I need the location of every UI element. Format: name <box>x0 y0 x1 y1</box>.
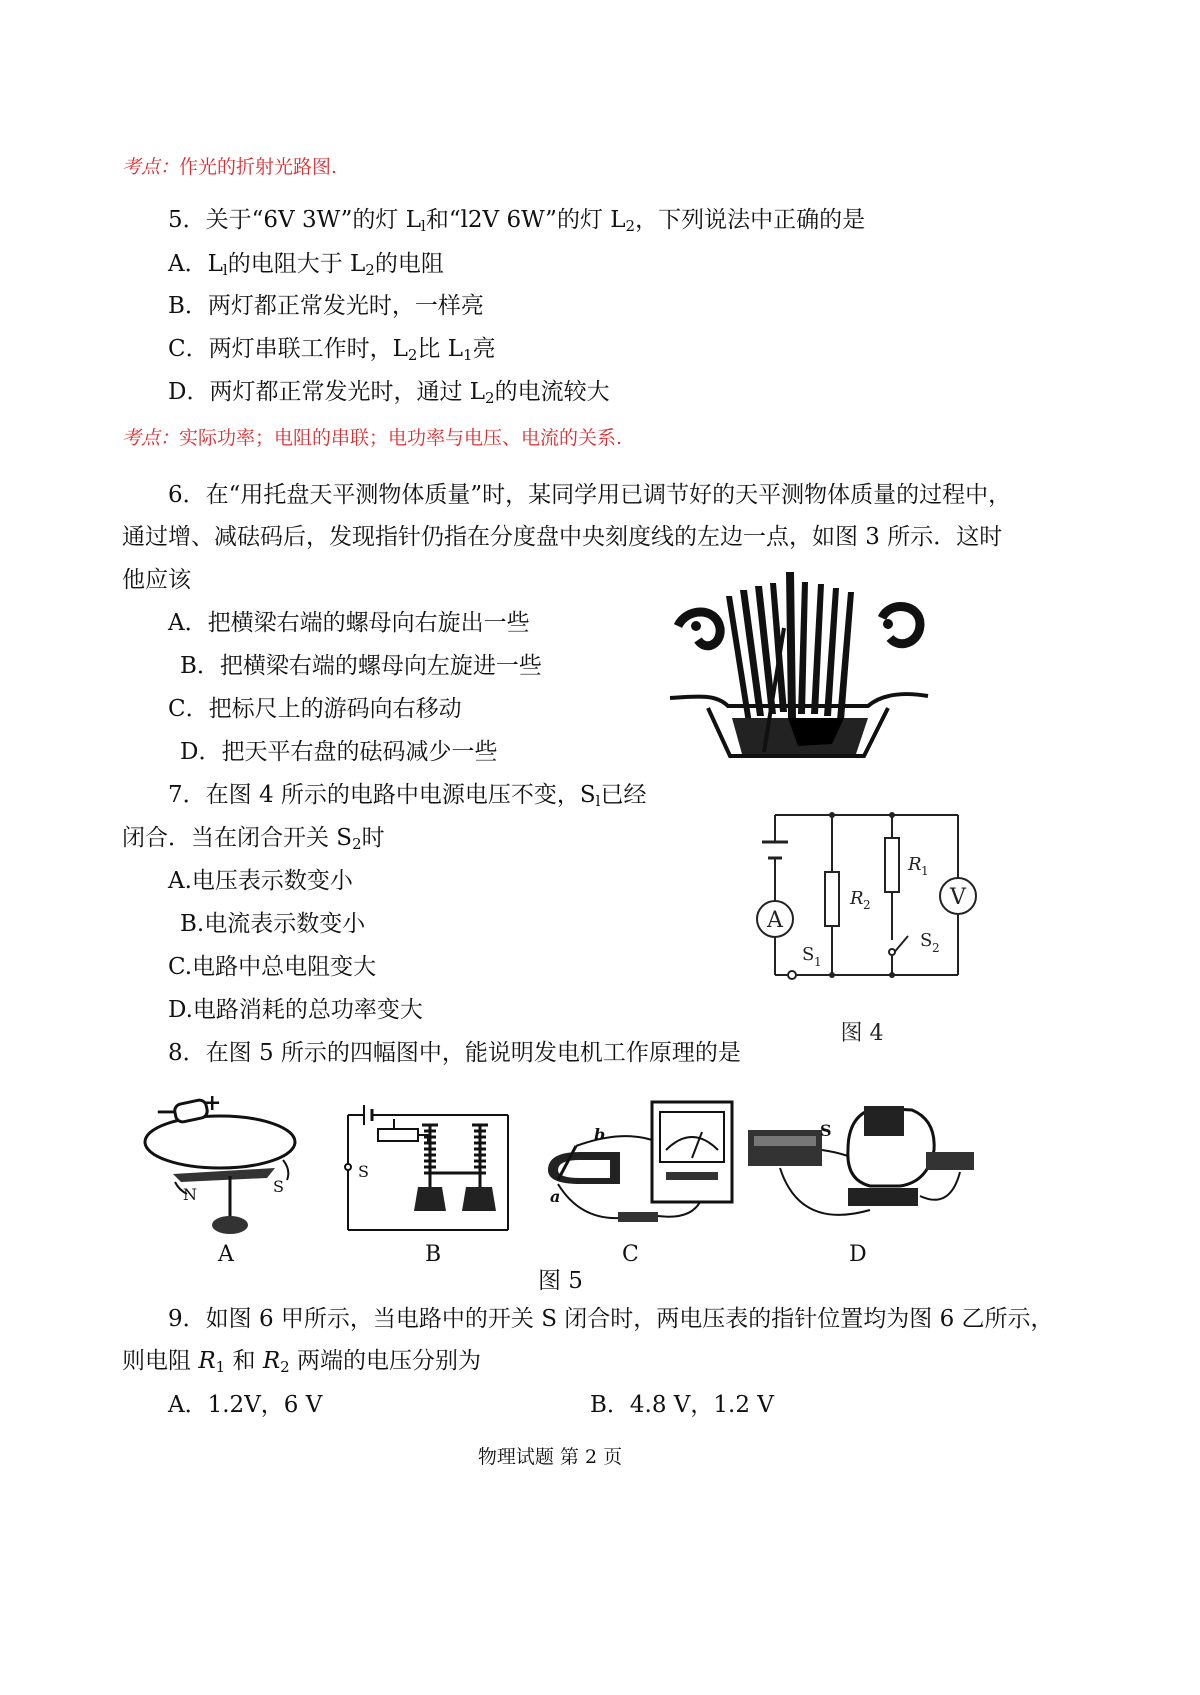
figure-5d-motor-setup <box>740 1090 980 1240</box>
figure-5-caption: 图 5 <box>538 1268 583 1294</box>
q5-stem: 5．关于“6V 3W”的灯 $L_l$和“l2V 6W”的灯 $L_2$，下列说法中正确的是 <box>168 207 866 235</box>
q7-option-a: A.电压表示数变小 <box>168 868 353 894</box>
figure-3-balance-pointer <box>668 568 930 763</box>
q8-stem: 8．在图 5 所示的四幅图中，能说明发电机工作原理的是 <box>168 1040 741 1066</box>
q9-stem-line2: 则电阻 $R_1$ 和 $R_2$ 两端的电压分别为 <box>122 1348 481 1376</box>
svg-text:−: − <box>155 1097 177 1127</box>
svg-text:1: 1 <box>814 955 822 969</box>
figure-5-label-b: B <box>425 1242 442 1267</box>
kaodian-note-2: 考点：实际功率；电阻的串联；电功率与电压、电流的关系. <box>122 427 623 449</box>
s2-label: S <box>920 930 933 951</box>
q9-option-a: A．1.2V，6 V <box>168 1392 323 1418</box>
r1-label: R <box>908 854 922 875</box>
q6-option-a: A．把横梁右端的螺母向右旋出一些 <box>168 610 530 636</box>
q7-option-d: D.电路消耗的总功率变大 <box>168 997 423 1023</box>
q7-stem-line1: 7．在图 4 所示的电路中电源电压不变，$S_l$已经 <box>168 782 647 810</box>
figure-5a-oersted-experiment <box>135 1090 310 1250</box>
kaodian-note-1: 考点：作光的折射光路图. <box>122 156 338 178</box>
r2-label: R <box>850 888 864 909</box>
q9-stem-line1: 9．如图 6 甲所示，当电路中的开关 S 闭合时，两电压表的指针位置均为图 6 乙所示， <box>168 1306 1054 1332</box>
q6-stem-line1: 6．在“用托盘天平测物体质量”时，某同学用已调节好的天平测物体质量的过程中， <box>168 482 1012 508</box>
q6-option-d: D．把天平右盘的砝码减少一些 <box>180 739 498 765</box>
figure-5-label-a: A <box>218 1242 234 1267</box>
q6-stem-line2: 通过增、减砝码后，发现指针仍指在分度盘中央刻度线的左边一点，如图 3 所示．这时 <box>122 524 1003 550</box>
svg-text:2: 2 <box>932 941 940 955</box>
svg-text:S: S <box>820 1121 832 1140</box>
ammeter-label: A <box>767 908 783 933</box>
svg-text:S: S <box>273 1177 284 1196</box>
q6-option-b: B．把横梁右端的螺母向左旋进一些 <box>180 653 542 679</box>
s1-label: S <box>802 944 815 965</box>
svg-text:N: N <box>183 1185 197 1204</box>
q7-option-b: B.电流表示数变小 <box>180 911 366 937</box>
svg-text:2: 2 <box>863 898 871 912</box>
q7-stem-line2: 闭合．当在闭合开关 $S_2$时 <box>122 825 385 853</box>
figure-4-caption: 图 4 <box>840 1021 884 1046</box>
svg-text:S: S <box>358 1162 369 1181</box>
figure-5-label-c: C <box>622 1242 639 1267</box>
q5-option-b: B．两灯都正常发光时，一样亮 <box>168 293 484 319</box>
figure-4-circuit <box>740 800 980 1050</box>
q5-option-a: A．$L_l$的电阻大于 $L_2$的电阻 <box>168 251 444 279</box>
figure-5c-galvanometer-experiment <box>540 1090 740 1240</box>
voltmeter-label: V <box>950 885 966 910</box>
q6-stem-line3: 他应该 <box>122 567 191 593</box>
figure-5-label-d: D <box>849 1242 867 1267</box>
q5-option-c: C．两灯串联工作时，$L_2$比 $L_1$亮 <box>168 336 496 364</box>
q7-option-c: C.电路中总电阻变大 <box>168 954 377 980</box>
page-footer: 物理试题 第 2 页 <box>477 1446 623 1468</box>
q5-option-d: D．两灯都正常发光时，通过 $L_2$的电流较大 <box>168 379 610 407</box>
svg-text:+: + <box>203 1090 222 1116</box>
figure-5b-electromagnet-circuit <box>338 1095 518 1240</box>
svg-text:a: a <box>550 1187 561 1206</box>
svg-text:1: 1 <box>921 864 929 878</box>
svg-text:b: b <box>594 1125 606 1144</box>
q6-option-c: C．把标尺上的游码向右移动 <box>168 696 462 722</box>
q9-option-b: B．4.8 V，1.2 V <box>590 1392 774 1418</box>
